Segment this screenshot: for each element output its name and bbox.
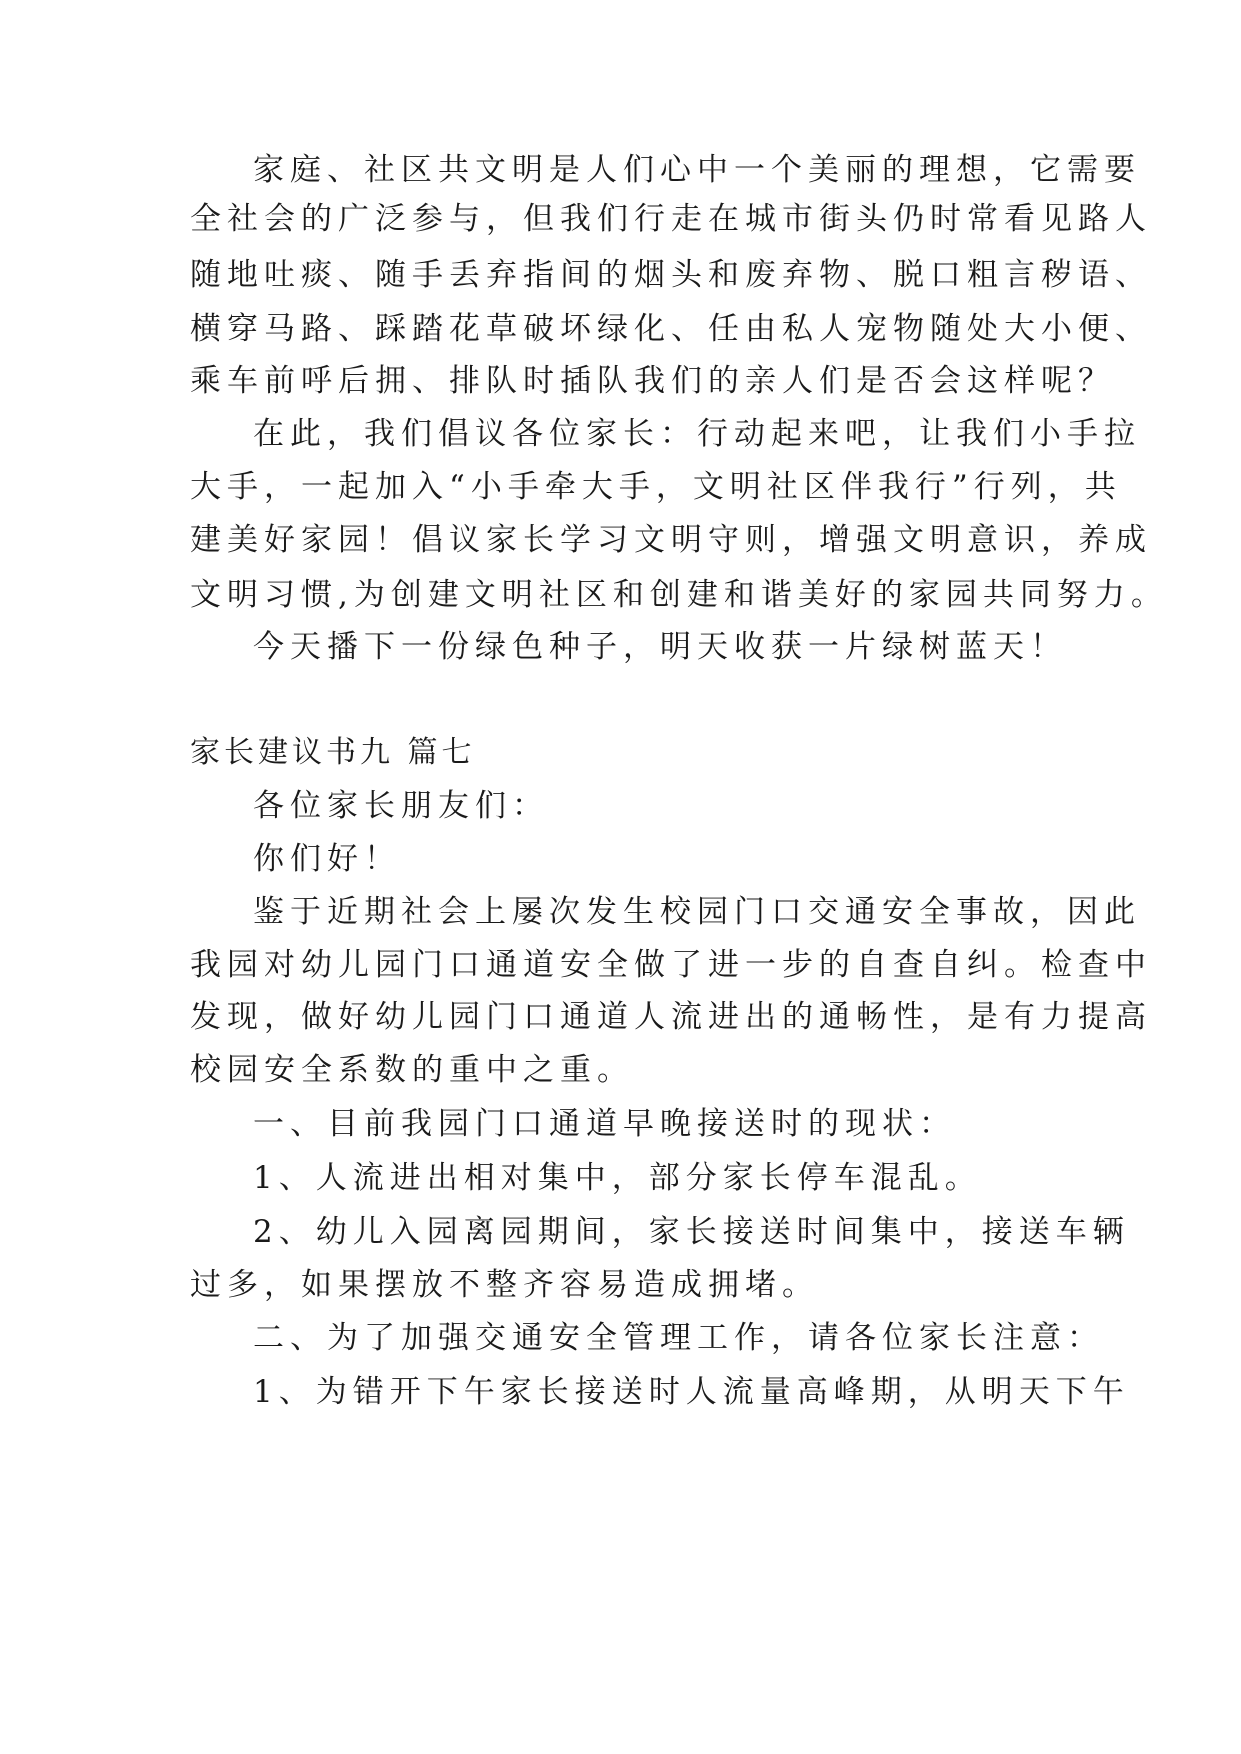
list-item: 1、为错开下午家长接送时人流量高峰期，从明天下午 xyxy=(253,1374,1130,1410)
paragraph-line: 我园对幼儿园门口通道安全做了进一步的自查自纠。检查中 xyxy=(190,947,1152,983)
paragraph-line: 全社会的广泛参与，但我们行走在城市街头仍时常看见路人 xyxy=(190,201,1152,237)
paragraph-line: 发现，做好幼儿园门口通道人流进出的通畅性，是有力提高 xyxy=(190,999,1152,1035)
paragraph-line: 在此，我们倡议各位家长：行动起来吧，让我们小手拉 xyxy=(253,416,1141,452)
paragraph-line: 大手，一起加入“小手牵大手，文明社区伴我行”行列，共 xyxy=(190,469,1122,505)
paragraph-line: 过多，如果摆放不整齐容易造成拥堵。 xyxy=(190,1267,819,1303)
paragraph-line: 横穿马路、踩踏花草破坏绿化、任由私人宠物随处大小便、 xyxy=(190,311,1152,347)
paragraph-line: 家庭、社区共文明是人们心中一个美丽的理想，它需要 xyxy=(253,152,1141,188)
paragraph-line: 校园安全系数的重中之重。 xyxy=(190,1052,634,1088)
paragraph-line: 随地吐痰、随手丢弃指间的烟头和废弃物、脱口粗言秽语、 xyxy=(190,257,1152,293)
paragraph-line: 乘车前呼后拥、排队时插队我们的亲人们是否会这样呢？ xyxy=(190,363,1115,399)
section-heading: 家长建议书九 篇七 xyxy=(190,735,476,770)
section-point: 一、目前我园门口通道早晚接送时的现状： xyxy=(253,1106,956,1142)
greeting: 你们好！ xyxy=(253,841,401,877)
list-item: 1、人流进出相对集中，部分家长停车混乱。 xyxy=(253,1160,982,1196)
paragraph-line: 建美好家园！倡议家长学习文明守则，增强文明意识，养成 xyxy=(190,522,1152,558)
paragraph-line: 今天播下一份绿色种子，明天收获一片绿树蓝天！ xyxy=(253,629,1067,665)
paragraph-line: 鉴于近期社会上屡次发生校园门口交通安全事故，因此 xyxy=(253,894,1141,930)
section-point: 二、为了加强交通安全管理工作，请各位家长注意： xyxy=(253,1320,1104,1356)
paragraph-line: 文明习惯,为创建文明社区和创建和谐美好的家园共同努力。 xyxy=(190,577,1168,613)
list-item: 2、幼儿入园离园期间，家长接送时间集中，接送车辆 xyxy=(253,1214,1130,1250)
salutation: 各位家长朋友们： xyxy=(253,788,549,824)
